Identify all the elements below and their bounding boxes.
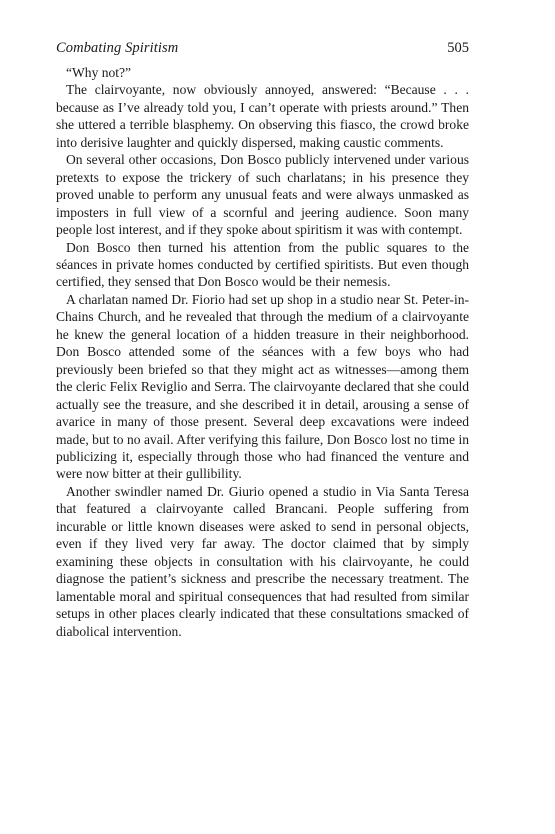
paragraph-private-seances: Don Bosco then turned his attention from the public squares to the séances in private homes conducted by certified spiritists. But even though certified, they sensed that Don Bosco would be their nemesis. [56, 239, 469, 290]
paragraph-dr-fiorio: A charlatan named Dr. Fiorio had set up shop in a studio near St. Peter-in-Chains Church, and he revealed that through the medium of a clairvoyante he knew the general location of a hidden treasure in their neighborhood. Don Bosco attended some of the séances with a few boys who had previously been briefed so that they might act as witnesses—among them the cleric Felix Reviglio and Serra. The clairvoyante declared that she could actually see the treasure, and she described it in detail, arousing a sense of avarice in many of those present. Several deep excavations were indeed made, but to no avail. After verifying this failure, Don Bosco lost no time in publicizing it, especially through those who had financed the venture and were now bitter at their gullibility. [56, 291, 469, 482]
book-page [56, 40, 469, 640]
paragraph-dr-giurio: Another swindler named Dr. Giurio opened a studio in Via Santa Teresa that featured a clairvoyante called Brancani. People suffering from incurable or little known diseases were asked to send in personal objects, even if they lived very far away. The doctor claimed that by simply examining these objects in consultation with his clairvoyante, he could diagnose the patient’s sickness and prescribe the necessary treatment. The lamentable moral and spiritual consequences that had resulted from similar setups in other places clearly indicated that these consultations smacked of diabolical intervention. [56, 483, 469, 639]
paragraph-other-occasions: On several other occasions, Don Bosco publicly intervened under various pretexts to expose the trickery of such charlatans; in his presence they proved unable to perform any unusual feats and were always unmasked as imposters in full view of a scornful and jeering audience. Soon many people lost interest, and if they spoke about spiritism it was with contempt. [56, 152, 469, 238]
page-number: 505 [447, 40, 469, 56]
running-title: Combating Spiritism [56, 40, 179, 56]
paragraph-clairvoyante-answer: The clairvoyante, now obviously annoyed, answered: “Because . . . because as I’ve already told you, I can’t operate with priests around.” Then she uttered a terrible blasphemy. On observing this fiasco, the crowd broke into derisive laughter and quickly dispersed, making caustic comments. [56, 82, 469, 150]
running-head [56, 40, 469, 57]
paragraph-why-not: “Why not?” [66, 65, 132, 80]
body-text [56, 64, 469, 640]
